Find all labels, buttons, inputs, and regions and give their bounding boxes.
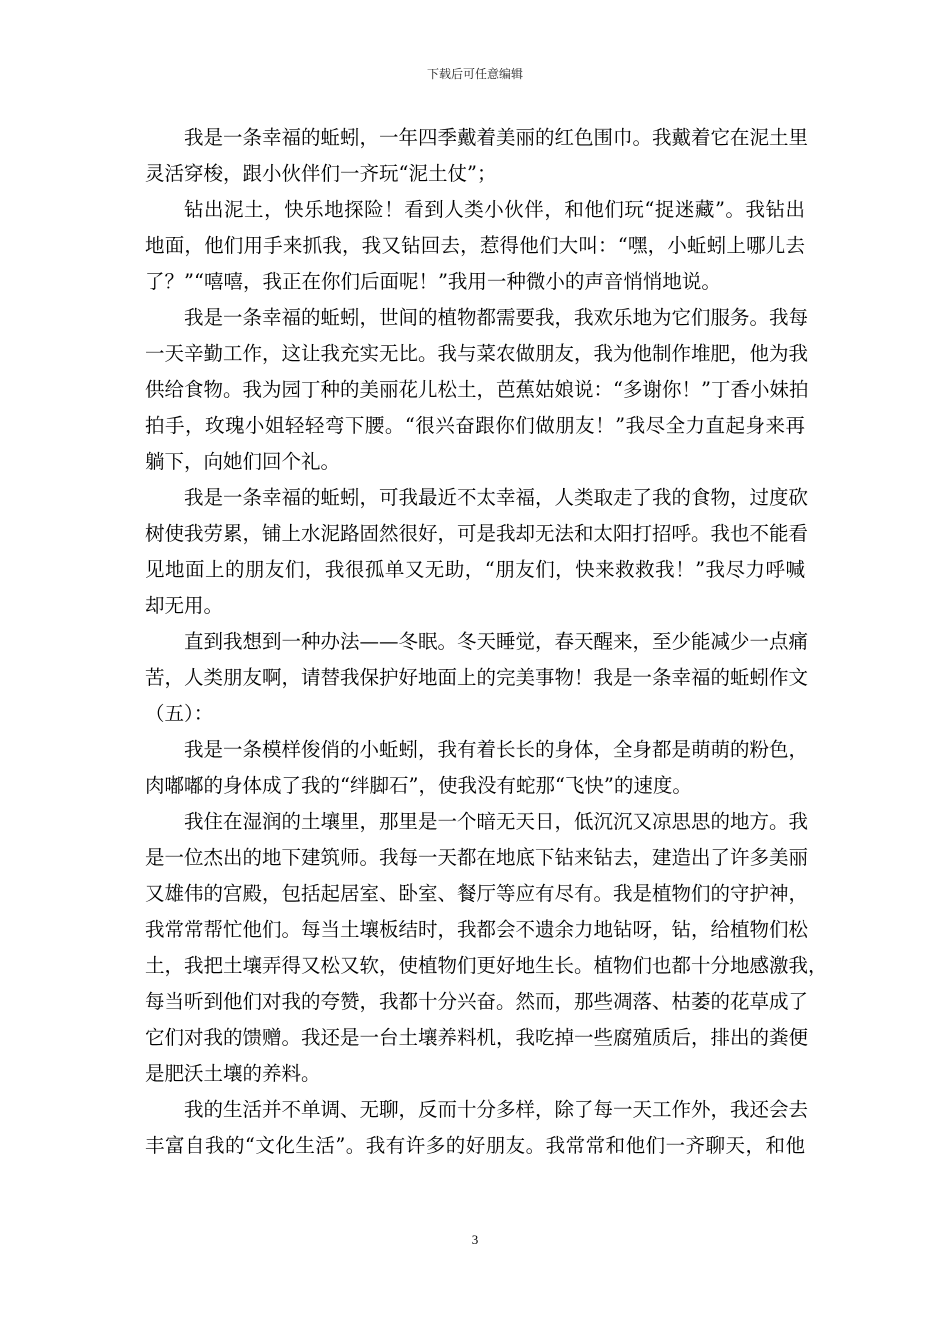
text-line: 它们对我的馈赠。我还是一台土壤养料机，我吃掉一些腐殖质后，排出的粪便 — [145, 1026, 809, 1049]
text-line: （五）： — [145, 702, 214, 725]
text-line: 每当听到他们对我的夸赞，我都十分兴奋。然而，那些凋落、枯萎的花草成了 — [145, 990, 809, 1013]
text-line: 又雄伟的宫殿，包括起居室、卧室、餐厅等应有尽有。我是植物们的守护神， — [145, 882, 809, 905]
text-line: 丰富自我的“文化生活”。我有许多的好朋友。我常常和他们一齐聊天，和他 — [145, 1134, 805, 1157]
text-line: 地面，他们用手来抓我，我又钻回去，惹得他们大叫：“嘿，小蚯蚓上哪儿去 — [145, 234, 805, 257]
text-line: 我的生活并不单调、无聊，反而十分多样，除了每一天工作外，我还会去 — [184, 1098, 809, 1121]
text-line: 树使我劳累，铺上水泥路固然很好，可是我却无法和太阳打招呼。我也不能看 — [145, 522, 809, 545]
text-line: 肉嘟嘟的身体成了我的“绊脚石”，使我没有蛇那“飞快”的速度。 — [145, 774, 692, 797]
essay-body — [145, 120, 828, 1164]
text-line: 躺下，向她们回个礼。 — [145, 450, 341, 473]
text-line: 了？”“嘻嘻，我正在你们后面呢！”我用一种微小的声音悄悄地说。 — [145, 270, 721, 293]
text-line: 是一位杰出的地下建筑师。我每一天都在地底下钻来钻去，建造出了许多美丽 — [145, 846, 809, 869]
text-line: 直到我想到一种办法——冬眠。冬天睡觉，春天醒来，至少能减少一点痛 — [184, 630, 809, 653]
text-line: 我是一条幸福的蚯蚓，可我最近不太幸福，人类取走了我的食物，过度砍 — [184, 486, 809, 509]
text-line: 见地面上的朋友们，我很孤单又无助，“朋友们，快来救救我！”我尽力呼喊 — [145, 558, 805, 581]
text-line: 我是一条模样俊俏的小蚯蚓，我有着长长的身体，全身都是萌萌的粉色， — [184, 738, 809, 761]
text-line: 我常常帮忙他们。每当土壤板结时，我都会不遗余力地钻呀，钻，给植物们松 — [145, 918, 809, 941]
text-line: 苦，人类朋友啊，请替我保护好地面上的完美事物！我是一条幸福的蚯蚓作文 — [145, 666, 809, 689]
text-line: 我是一条幸福的蚯蚓，一年四季戴着美丽的红色围巾。我戴着它在泥土里 — [184, 126, 809, 149]
text-line: 我住在湿润的土壤里，那里是一个暗无天日，低沉沉又凉思思的地方。我 — [184, 810, 809, 833]
page-header: 下载后可任意编辑 — [426, 67, 523, 81]
page-number: 3 — [471, 1232, 479, 1247]
text-line: 钻出泥土，快乐地探险！看到人类小伙伴，和他们玩“捉迷藏”。我钻出 — [184, 198, 805, 221]
text-line: 却无用。 — [145, 594, 224, 617]
text-line: 拍手，玫瑰小姐轻轻弯下腰。“很兴奋跟你们做朋友！”我尽全力直起身来再 — [145, 414, 805, 437]
text-line: 灵活穿梭，跟小伙伴们一齐玩“泥土仗”； — [145, 162, 497, 185]
text-line: 我是一条幸福的蚯蚓，世间的植物都需要我，我欢乐地为它们服务。我每 — [184, 306, 809, 329]
text-line: 一天辛勤工作，这让我充实无比。我与菜农做朋友，我为他制作堆肥，他为我 — [145, 342, 809, 365]
text-line: 是肥沃土壤的养料。 — [145, 1062, 321, 1085]
text-line: 供给食物。我为园丁种的美丽花儿松土，芭蕉姑娘说：“多谢你！”丁香小妹拍 — [145, 378, 809, 401]
text-line: 土，我把土壤弄得又松又软，使植物们更好地生长。植物们也都十分地感激我， — [145, 954, 828, 977]
